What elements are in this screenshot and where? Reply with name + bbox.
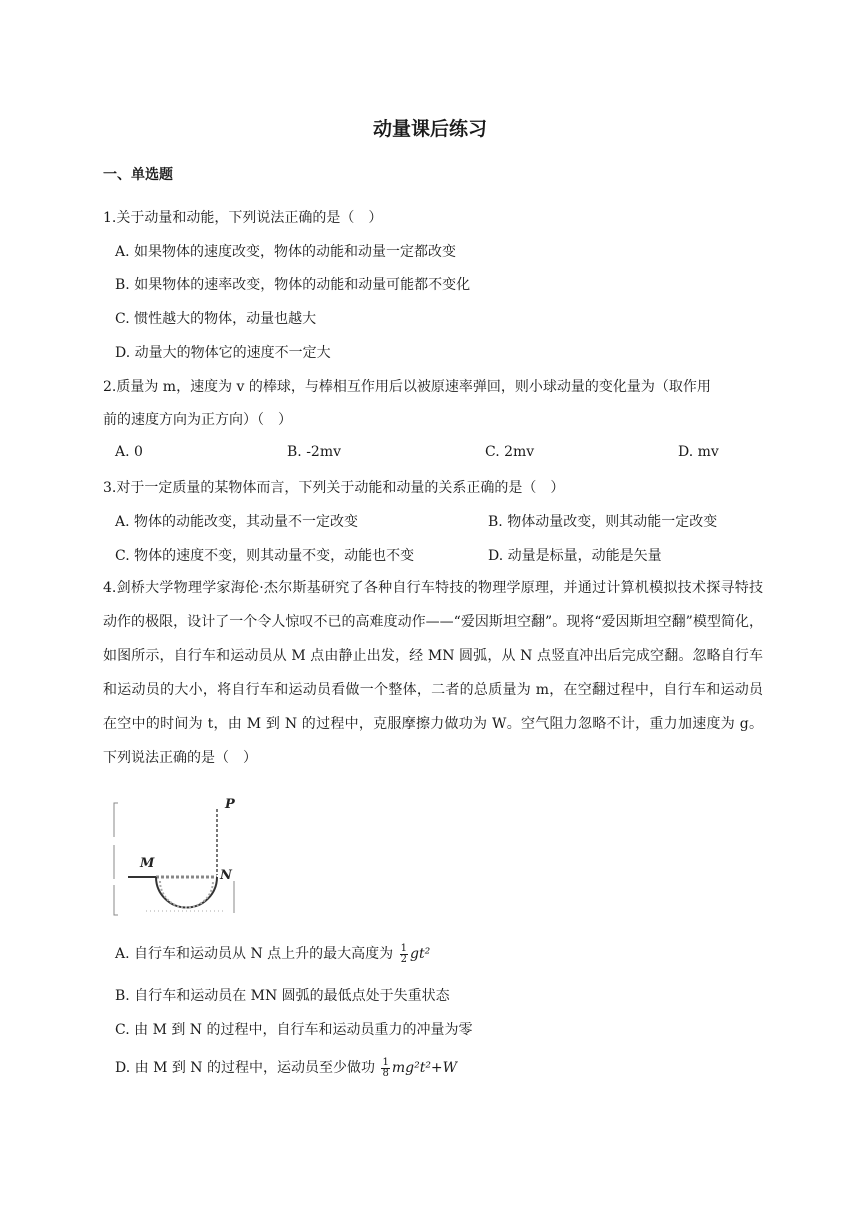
question-2-option-b: B. -2mv bbox=[287, 444, 342, 460]
fraction-one-half: $\frac{1}{2}$ bbox=[400, 942, 407, 965]
question-4-option-d-text: D. 由 M 到 N 的过程中，运动员至少做功 bbox=[115, 1060, 376, 1076]
question-4-option-a bbox=[115, 943, 430, 965]
fraction-one-eighth: $\frac{1}{8}$ bbox=[382, 1056, 389, 1079]
question-4-option-c: C. 由 M 到 N 的过程中，自行车和运动员重力的冲量为零 bbox=[115, 1022, 473, 1038]
question-2-stem-line1: 2.质量为 m，速度为 v 的棒球，与棒相互作用后以被原速率弹回，则小球动量的变化量为（取作用 bbox=[103, 379, 711, 395]
question-1-stem: 1.关于动量和动能，下列说法正确的是（ ） bbox=[103, 210, 383, 226]
question-4-option-b: B. 自行车和运动员在 MN 圆弧的最低点处于失重状态 bbox=[115, 988, 450, 1004]
question-4-option-a-expr: gt² bbox=[410, 946, 431, 962]
question-2-option-a: A. 0 bbox=[115, 444, 143, 460]
question-1-option-a: A. 如果物体的速度改变，物体的动能和动量一定都改变 bbox=[115, 244, 457, 260]
question-3-option-c: C. 物体的速度不变，则其动量不变，动能也不变 bbox=[115, 548, 415, 564]
question-3-option-a: A. 物体的动能改变，其动量不一定改变 bbox=[115, 514, 359, 530]
bicycle-track-figure bbox=[110, 795, 250, 920]
question-1-option-b: B. 如果物体的速率改变，物体的动能和动量可能都不变化 bbox=[115, 277, 471, 293]
label-n: N bbox=[220, 868, 232, 883]
question-2-option-d: D. mv bbox=[678, 444, 719, 460]
label-m: M bbox=[140, 856, 155, 871]
question-1-option-d: D. 动量大的物体它的速度不一定大 bbox=[115, 345, 331, 361]
question-3-option-d: D. 动量是标量，动能是矢量 bbox=[488, 548, 662, 564]
question-1-option-c: C. 惯性越大的物体，动量也越大 bbox=[115, 311, 317, 327]
page-title: 动量课后练习 bbox=[372, 118, 487, 140]
label-p: P bbox=[225, 797, 235, 812]
question-2-stem-line2: 前的速度方向为正方向）（ ） bbox=[103, 412, 292, 428]
question-3-stem: 3.对于一定质量的某物体而言，下列关于动能和动量的关系正确的是（ ） bbox=[103, 480, 565, 496]
question-3-option-b: B. 物体动量改变，则其动能一定改变 bbox=[488, 514, 718, 530]
question-4-option-d-expr: mg²t²+W bbox=[391, 1060, 458, 1076]
question-4-option-d bbox=[115, 1057, 457, 1079]
question-4-option-a-text: A. 自行车和运动员从 N 点上升的最大高度为 bbox=[115, 946, 394, 962]
question-2-option-c: C. 2mv bbox=[485, 444, 535, 460]
question-4-stem: 4.剑桥大学物理学家海伦·杰尔斯基研究了各种自行车特技的物理学原理，并通过计算机模拟技术探寻特技动作的极限，设计了一个令人惊叹不已的高难度动作——“爱因斯坦空翻”。现将“爱因斯坦空翻”模型简化，如图所示，自行车和运动员从 M 点由静止出发，经 MN 圆弧，从 N 点竖直冲出后完成空翻。忽略自行车和运动员的大小，将自行车和运动员看做一个整体，二者的总质量为 m，在空翻过程中，自行车和运动员在空中的时间为 t，由 M 到 N 的过程中，克服摩擦力做功为 W。空气阻力忽略不计，重力加速度为 g。下列说法正确的是（ ） bbox=[103, 580, 763, 766]
section-heading: 一、单选题 bbox=[103, 167, 173, 183]
